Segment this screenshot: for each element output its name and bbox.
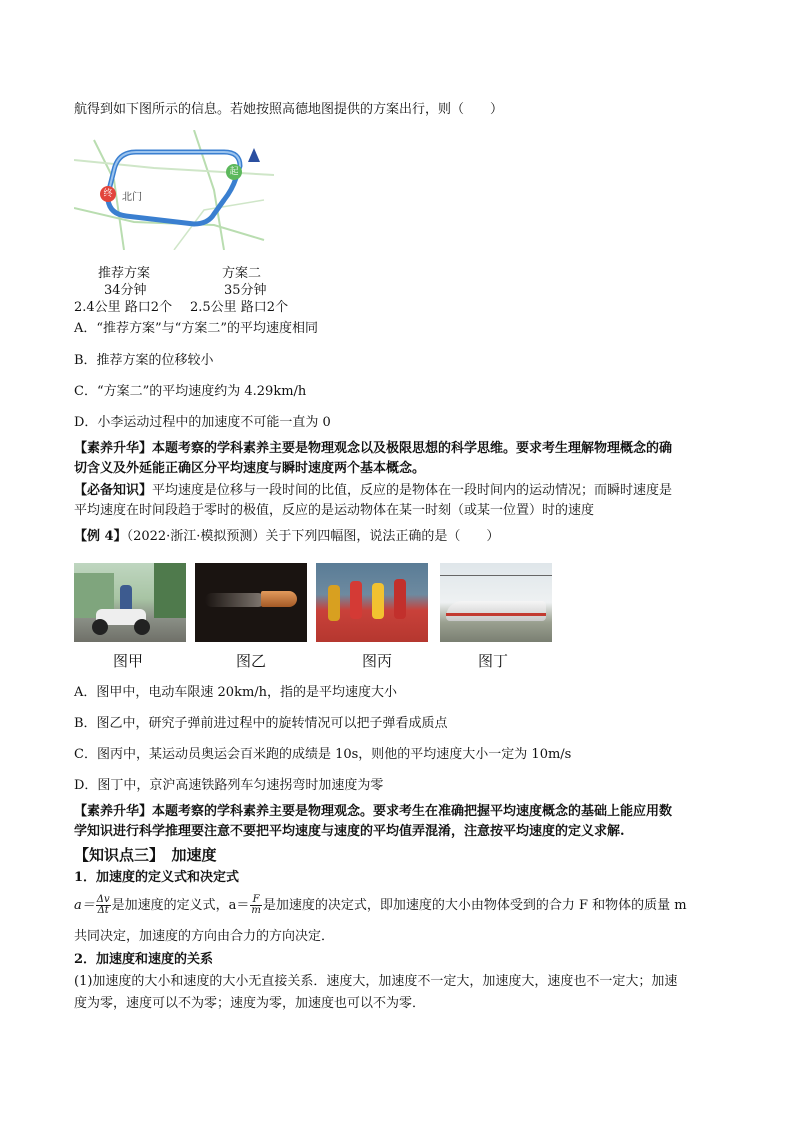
relation-line2: 度为零，速度可以不为零；速度为零，加速度也可以不为零． xyxy=(74,996,426,1011)
plan2-name: 方案二 xyxy=(222,266,262,281)
sub1-title: 1．加速度的定义式和决定式 xyxy=(74,870,240,885)
start-label: 起 xyxy=(229,167,239,177)
image-bullet xyxy=(195,563,307,642)
q3-knowledge-label: 【必备知识】 xyxy=(74,483,153,498)
route-map xyxy=(74,130,274,250)
caption-ding: 图丁 xyxy=(478,652,509,670)
q3-literacy-label: 【素养升华】 xyxy=(74,441,153,456)
example4-label: 【例 4】 xyxy=(74,529,127,544)
formula-line: a＝ $\frac{\Delta v}{\Delta t}$ 是加速度的定义式，a＝ $\frac{F}{m}$ 是加速度的决定式，即加速度的大小由物体受到的合力 F 和物体的质量 m xyxy=(74,894,687,916)
plan2-detail: 2.5公里 路口2个 xyxy=(190,300,289,315)
start-marker xyxy=(226,164,242,180)
plan1-detail: 2.4公里 路口2个 xyxy=(74,300,173,315)
definition-fraction: $\frac{\Delta v}{\Delta t}$ xyxy=(96,894,110,916)
q4-literacy-line1: 【素养升华】本题考察的学科素养主要是物理观念。要求考生在准确把握平均速度概念的基础上能应用数 xyxy=(74,804,673,819)
gate-label: 北门 xyxy=(122,192,142,203)
image-ebike xyxy=(74,563,186,642)
plan1-name: 推荐方案 xyxy=(98,266,151,281)
north-arrow-icon xyxy=(248,148,260,162)
image-sprinters xyxy=(316,563,428,642)
q3-literacy-line2: 切含义及外延能正确区分平均速度与瞬时速度两个基本概念。 xyxy=(74,461,426,476)
end-marker xyxy=(100,186,116,202)
q4-option-a: A．图甲中，电动车限速 20km/h，指的是平均速度大小 xyxy=(74,685,398,700)
q3-knowledge-line1: 【必备知识】平均速度是位移与一段时间的比值，反应的是物体在一段时间内的运动情况；而瞬时速度是 xyxy=(74,483,673,498)
plan2-time: 35分钟 xyxy=(224,283,267,298)
caption-bing: 图丙 xyxy=(362,652,393,670)
determination-fraction: $\frac{F}{m}$ xyxy=(251,894,261,916)
caption-jia: 图甲 xyxy=(113,652,144,670)
q3-option-d: D．小李运动过程中的加速度不可能一直为 0 xyxy=(74,415,331,430)
caption-yi: 图乙 xyxy=(236,652,267,670)
formula-line2: 共同决定，加速度的方向由合力的方向决定． xyxy=(74,929,335,944)
end-label: 终 xyxy=(103,189,113,199)
question-intro: 航得到如下图所示的信息。若她按照高德地图提供的方案出行，则（ ） xyxy=(74,102,504,117)
q3-option-a: A．“推荐方案”与“方案二”的平均速度相同 xyxy=(74,321,318,336)
formula-a-eq: a＝ xyxy=(74,898,95,913)
q3-literacy-line1: 【素养升华】本题考察的学科素养主要是物理观念以及极限思想的科学思维。要求考生理解物理概念的确 xyxy=(74,441,673,456)
q3-option-b: B．推荐方案的位移较小 xyxy=(74,353,214,368)
q4-option-b: B．图乙中，研究子弹前进过程中的旋转情况可以把子弹看成质点 xyxy=(74,716,448,731)
q4-option-d: D．图丁中，京沪高速铁路列车匀速拐弯时加速度为零 xyxy=(74,778,384,793)
example4-heading: 【例 4】（2022·浙江·模拟预测）关于下列四幅图，说法正确的是（ ） xyxy=(74,529,500,544)
image-train xyxy=(440,563,552,642)
sub2-title: 2．加速度和速度的关系 xyxy=(74,952,214,967)
relation-line1: (1)加速度的大小和速度的大小无直接关系．速度大，加速度不一定大，加速度大，速度也不一定大；加速 xyxy=(74,974,678,989)
q4-literacy-line2: 学知识进行科学推理要注意不要把平均速度与速度的平均值弄混淆，注意按平均速度的定义求解. xyxy=(74,824,625,839)
plan1-time: 34分钟 xyxy=(104,283,147,298)
section-heading: 【知识点三】 加速度 xyxy=(74,846,217,864)
q4-literacy-label: 【素养升华】 xyxy=(74,804,153,819)
q4-option-c: C．图丙中，某运动员奥运会百米跑的成绩是 10s，则他的平均速度大小一定为 10m/s xyxy=(74,747,572,762)
q3-knowledge-line2: 平均速度在时间段趋于零时的极值，反应的是运动物体在某一时刻（或某一位置）时的速度 xyxy=(74,503,595,518)
q3-option-c: C．“方案二”的平均速度约为 4.29km/h xyxy=(74,384,307,399)
